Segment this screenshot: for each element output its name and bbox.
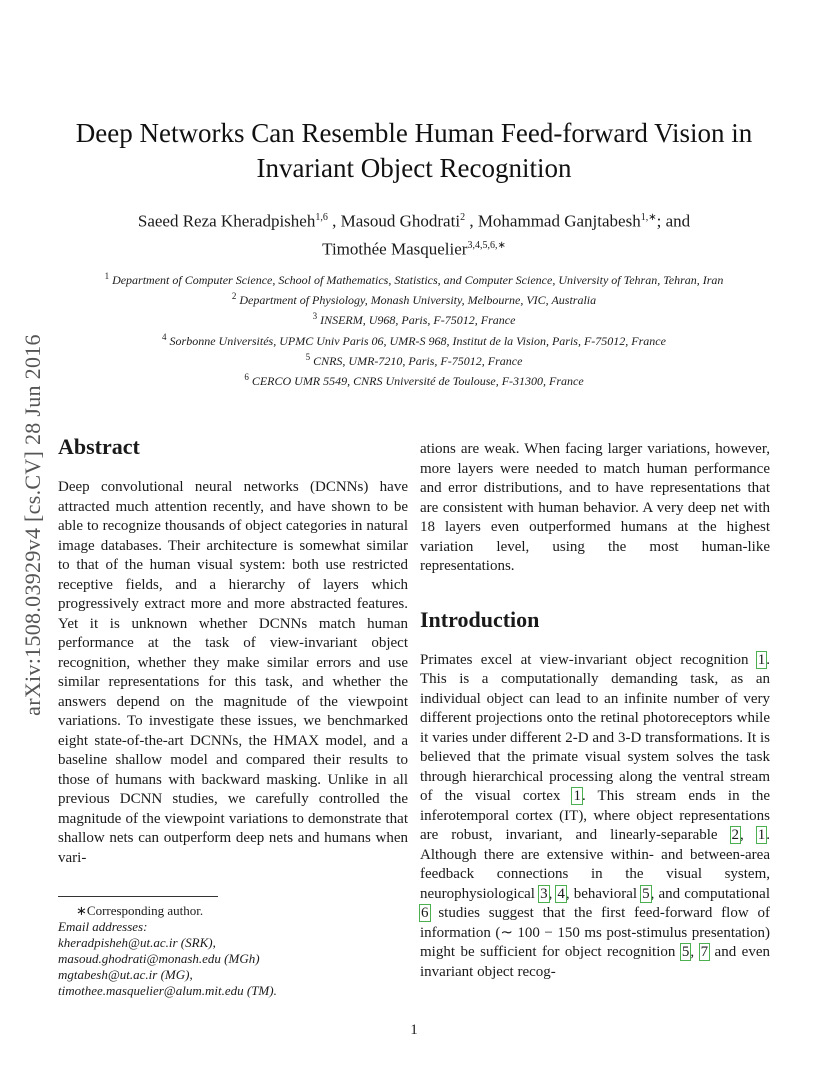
intro-text: and even invariant object recog- — [420, 944, 770, 980]
author-affil-sup: 1,∗ — [640, 212, 657, 223]
author-name: Saeed Reza Kheradpisheh — [137, 211, 316, 231]
intro-text: , — [690, 944, 700, 960]
citation-link[interactable]: 1 — [757, 651, 766, 668]
citation-link[interactable]: 5 — [642, 885, 650, 902]
affiliation-text: CERCO UMR 5549, CNRS Université de Toulouse, F-31300, France — [251, 374, 584, 389]
intro-text: . This is a computationally demanding task, as an individual object can lead to an infinite number of very different projections onto the retinal photoreceptors while it varies under different 2-D and 3-D transformations. It is believed that the primate visual system solves the task through hierarchical processing along the ventral stream of the visual cortex — [420, 651, 770, 804]
affiliation-number: 6 — [244, 372, 249, 383]
abstract-body: Deep convolutional neural networks (DCNNs) have attracted much attention recently, and have shown to be able to recognize thousands of object categories in natural image databases. Their architecture is somewhat similar to that of the human visual system: both use restricted receptive fields, and a hierarchy of layers which progressively extract more and more abstracted features. Yet it is unknown whether DCNNs match human performance at the task of view-invariant object recognition, whether they make similar errors and use similar representations for this task, and whether the answers depend on the magnitude of the viewpoint variations. To investigate these issues, we benchmarked eight state-of-the-art DCNNs, the HMAX model, and a baseline shallow model and compared their results to those of humans with backward masking. Unlike in all previous DCNN studies, we carefully controlled the magnitude of the viewpoint variations to demonstrate that shallow nets can outperform deep nets and humans when vari- — [58, 479, 408, 866]
author-name: , Mohammad Ganjtabesh — [469, 211, 641, 231]
introduction-heading: Introduction — [420, 606, 540, 632]
affiliation-text: CNRS, UMR-7210, Paris, F-75012, France — [313, 353, 523, 368]
citation-link[interactable]: 5 — [681, 944, 690, 960]
left-column — [58, 432, 408, 868]
footnotes — [58, 896, 358, 999]
author-separator: ; and — [656, 211, 691, 231]
affiliation — [60, 308, 768, 328]
affiliation — [60, 268, 768, 288]
abstract-heading: Abstract — [58, 434, 140, 459]
affiliation-number: 5 — [305, 351, 311, 362]
intro-text: studies suggest that the first feed-forward flow of information (∼ 100 − 150 ms post-stimulus presentation) might be sufficient for object recognition — [420, 905, 770, 960]
intro-text: , — [740, 827, 757, 843]
right-column — [420, 440, 770, 982]
affiliation-text: Sorbonne Universités, UPMC Univ Paris 06, UMR-S 968, Institut de la Vision, Paris, F-75012, France — [169, 333, 666, 348]
intro-text: . Although there are extensive within- and between-area feedback connections in the visual system, neurophysiological — [420, 827, 770, 902]
email-label: Email addresses: — [58, 919, 148, 934]
footnote-divider — [58, 896, 218, 897]
title-line-1: Deep Networks Can Resemble Human Feed-forward Vision in — [75, 118, 753, 148]
intro-text: Primates excel at view-invariant object recognition — [420, 651, 757, 668]
intro-text: , — [548, 885, 557, 902]
author-list — [50, 206, 778, 261]
introduction-body — [420, 651, 770, 983]
author-affil-sup: 2 — [460, 212, 466, 223]
affiliation-number: 3 — [312, 311, 318, 322]
email-entry: kheradpisheh@ut.ac.ir (SRK), — [58, 935, 216, 950]
author-affil-sup: 3,4,5,6,∗ — [467, 239, 506, 251]
citation-link[interactable]: 7 — [700, 944, 709, 960]
arxiv-identifier — [18, 290, 48, 760]
author-line-2 — [50, 234, 778, 262]
affiliation-list — [60, 268, 768, 389]
citation-link[interactable]: 1 — [573, 788, 581, 804]
arxiv-identifier-text: arXiv:1508.03929v4 [cs.CV] 28 Jun 2016 — [20, 334, 45, 716]
abstract-continuation: ations are weak. When facing larger variations, however, more layers were needed to match human performance and error distributions, and to have representations that are consistent with human behavior. A very deep net with 18 layers even outperformed humans at the highest variation level, using the most human-like representations. — [420, 441, 770, 574]
intro-text: . This stream ends in the inferotemporal cortex (IT), where object representations are robust, invariant, and linearly-separable — [420, 788, 770, 843]
affiliation-number: 2 — [231, 291, 237, 302]
corresponding-author-note: ∗Corresponding author. — [76, 903, 204, 918]
affiliation — [60, 349, 768, 369]
citation-link[interactable]: 4 — [557, 885, 565, 902]
page-number: 1 — [410, 1022, 418, 1038]
email-entry: masoud.ghodrati@monash.edu (MGh) — [58, 951, 260, 966]
intro-text: , and computational — [650, 885, 771, 902]
citation-link[interactable]: 6 — [421, 905, 429, 921]
affiliation — [60, 329, 768, 349]
intro-text: , behavioral — [565, 885, 642, 902]
citation-link[interactable]: 2 — [731, 827, 740, 843]
affiliation-number: 4 — [162, 331, 167, 342]
affiliation — [60, 288, 768, 308]
affiliation-text: INSERM, U968, Paris, F-75012, France — [320, 313, 516, 328]
email-entry: mgtabesh@ut.ac.ir (MG), — [58, 967, 193, 982]
affiliation — [60, 369, 768, 389]
email-entry: timothee.masquelier@alum.mit.edu (TM). — [58, 983, 277, 998]
affiliation-text: Department of Physiology, Monash University, Melbourne, VIC, Australia — [239, 293, 597, 308]
paper-title — [40, 116, 788, 186]
author-affil-sup: 1,6 — [315, 212, 328, 223]
citation-link[interactable]: 3 — [540, 885, 548, 902]
affiliation-text: Department of Computer Science, School of Mathematics, Statistics, and Computer Science, University of Tehran, Tehran, Iran — [112, 273, 724, 287]
author-name: Timothée Masquelier — [322, 239, 468, 259]
citation-link[interactable]: 1 — [757, 827, 766, 843]
author-line-1 — [50, 206, 778, 234]
affiliation-number: 1 — [104, 271, 110, 281]
author-name: , Masoud Ghodrati — [332, 211, 461, 231]
title-line-2: Invariant Object Recognition — [256, 153, 572, 183]
